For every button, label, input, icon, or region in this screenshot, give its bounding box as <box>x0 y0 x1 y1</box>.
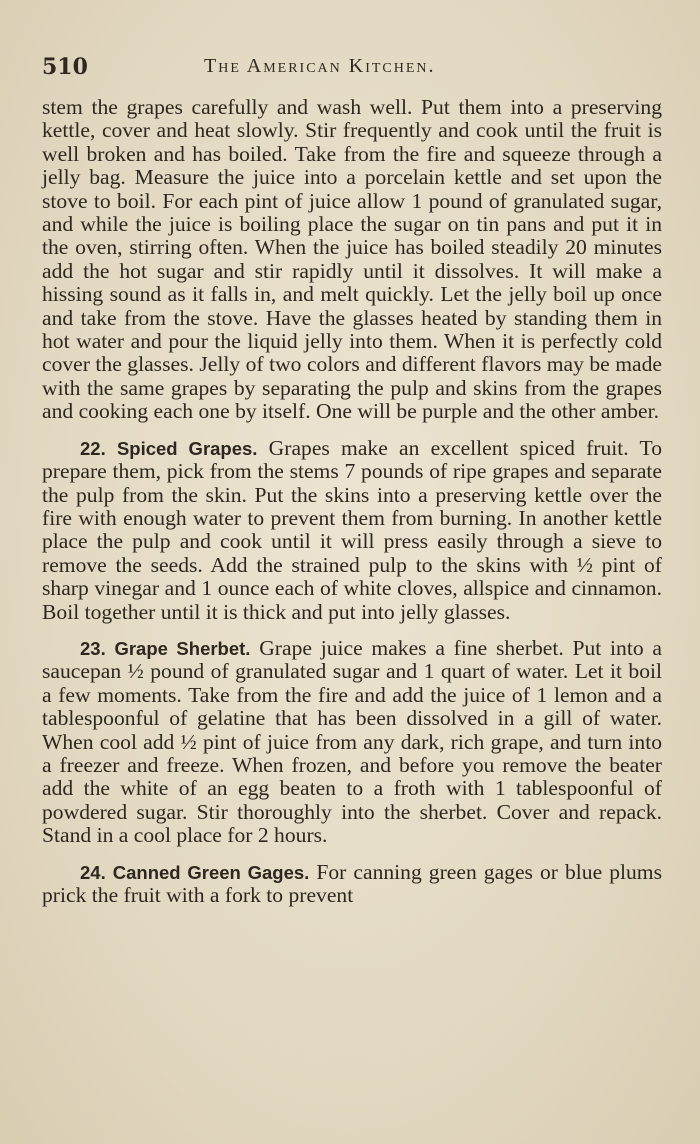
recipe-number: 23. <box>80 637 106 659</box>
recipe-22 <box>42 437 662 624</box>
continued-paragraph: stem the grapes carefully and wash well. Put them into a preserving kettle, cover and heat slowly. Stir frequently and cook until the fruit is well broken and has boiled. Take from the fire and squeeze through a jelly bag. Measure the juice into a porcelain kettle and set upon the stove to boil. For each pint of juice allow 1 pound of granulated sugar, and while the juice is boiling place the sugar on tin pans and put it in the oven, stirring often. When the juice has boiled steadily 20 minutes add the hot sugar and stir rapidly until it dissolves. It will make a hissing sound as it falls in, and melt quickly. Let the jelly boil up once and take from the stove. Have the glasses heated by standing them in hot water and pour the liquid jelly into them. When it is perfectly cold cover the glasses. Jelly of two colors and different flavors may be made with the same grapes by separating the pulp and skins from the grapes and cooking each one by itself. One will be purple and the other amber. <box>42 95 662 424</box>
running-head <box>42 48 662 86</box>
recipe-text: For canning green gages or blue plums prick the fruit with a fork to prevent <box>42 859 663 907</box>
recipe-title: Spiced Grapes. <box>116 437 258 459</box>
book-page <box>42 48 662 1128</box>
page-number: 510 <box>42 54 88 80</box>
running-title: The American Kitchen. <box>204 55 436 77</box>
recipe-paragraph <box>42 861 662 908</box>
recipe-title: Grape Sherbet. <box>114 637 251 659</box>
recipe-text: Grapes make an excellent spiced fruit. To prepare them, pick from the stems 7 pounds of ripe grapes and separate the pulp from the skin. Put the skins into a preserving kettle over the fire with enough water to prevent them from burning. In another kettle place the pulp and cook until it will press easily through a sieve to remove the seeds. Add the strained pulp to the skins with ½ pint of sharp vinegar and 1 ounce each of white cloves, allspice and cinnamon. Boil together until it is thick and put into jelly glasses. <box>42 435 662 624</box>
body-text <box>42 96 662 907</box>
recipe-paragraph <box>42 637 662 848</box>
recipe-24 <box>42 861 662 908</box>
recipe-text: Grape juice makes a fine sherbet. Put into a saucepan ½ pound of granulated sugar and 1 quart of water. Let it boil a few moments. Take from the fire and add the juice of 1 lemon and a tablespoonful of gelatine that has been dissolved in a gill of water. When cool add ½ pint of juice from any dark, rich grape, and turn into a freezer and freeze. When frozen, and before you remove the beater add the white of an egg beaten to a froth with 1 tablespoonful of powdered sugar. Stir thoroughly into the sherbet. Cover and repack. Stand in a cool place for 2 hours. <box>42 635 662 848</box>
recipe-title: Canned Green Gages. <box>112 861 310 883</box>
recipe-number: 22. <box>80 437 106 459</box>
recipe-paragraph <box>42 437 662 624</box>
recipe-23 <box>42 637 662 848</box>
recipe-number: 24. <box>80 861 106 883</box>
